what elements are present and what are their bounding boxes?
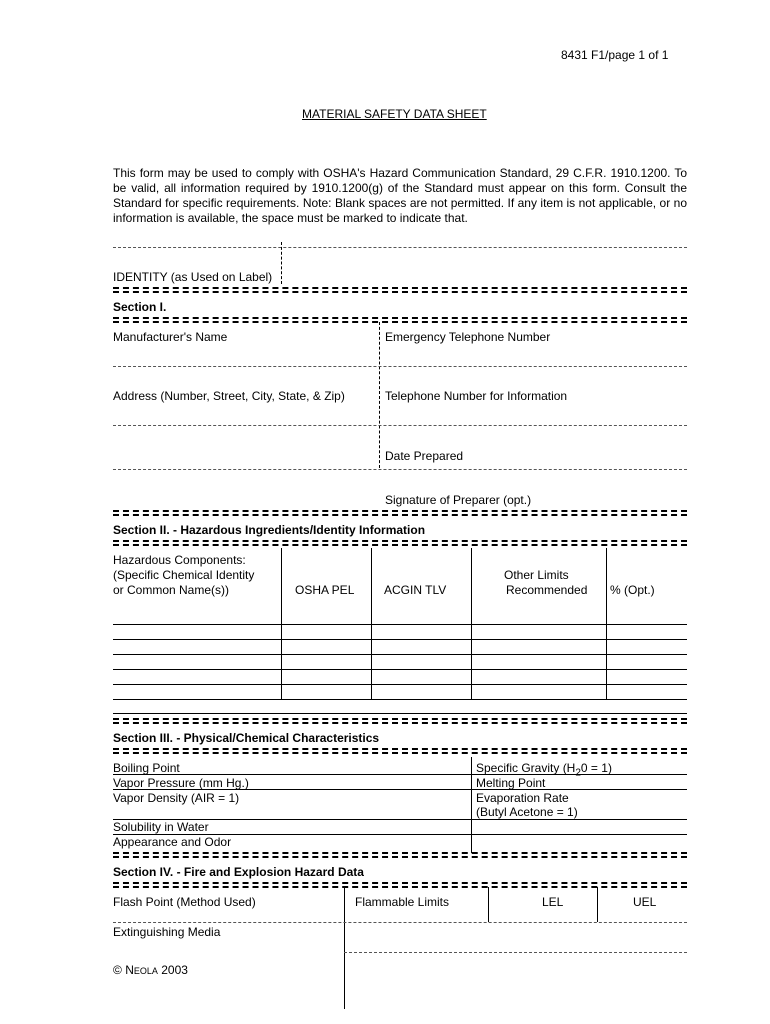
section4-column-divider [597,887,598,922]
table-row-line [113,639,687,640]
double-divider [113,852,687,858]
intro-paragraph: This form may be used to comply with OSHA's Hazard Communication Standard, 29 C.F.R. 1910.1200. To be valid, all information required by 1910.1200(g) of the Standard must appear on this form. Consult the Standard for specific requirements. Note: Blank spaces are not permitted. If any item is not applicable, or no information is available, the space must be marked to indicate that. [113,166,687,225]
percent-opt-header: % (Opt.) [610,583,655,597]
vapor-density-label: Vapor Density (AIR = 1) [113,791,240,805]
dashed-divider [113,469,687,470]
section2-heading: Section II. - Hazardous Ingredients/Identity Information [113,523,426,537]
appearance-odor-label: Appearance and Odor [113,835,232,849]
table-row-line [113,654,687,655]
extinguishing-media-label: Extinguishing Media [113,925,221,939]
hazardous-components-line1: Hazardous Components: [113,553,246,567]
table-row-line [113,669,687,670]
vapor-pressure-label: Vapor Pressure (mm Hg.) [113,776,249,790]
identity-divider [281,242,282,284]
double-divider [113,540,687,546]
other-limits-line1: Other Limits [504,568,569,582]
section3-heading: Section III. - Physical/Chemical Characteristics [113,731,380,745]
section4-heading: Section IV. - Fire and Explosion Hazard Data [113,865,364,879]
double-divider [113,287,687,293]
double-divider [113,510,687,516]
section3-column-divider [471,757,472,853]
signature-label: Signature of Preparer (opt.) [385,493,532,507]
section4-column-divider [344,887,345,1009]
dashed-divider [113,922,687,923]
table-row-line [113,789,687,790]
hazardous-components-line2: (Specific Chemical Identity [113,568,255,582]
butyl-acetone-label: (Butyl Acetone = 1) [476,805,578,819]
dashed-divider [113,425,687,426]
double-divider [113,882,687,888]
double-divider [113,718,687,724]
osha-pel-header: OSHA PEL [295,583,355,597]
solubility-label: Solubility in Water [113,820,209,834]
specific-gravity-label: Specific Gravity $(H_20 = 1)$ [476,761,612,779]
dashed-divider [344,952,687,953]
melting-point-label: Melting Point [476,776,546,790]
address-label: Address (Number, Street, City, State, & Zip) [113,389,345,403]
flash-point-label: Flash Point (Method Used) [113,895,256,909]
table-row-line [113,713,687,714]
section1-column-divider [379,322,380,468]
emergency-phone-label: Emergency Telephone Number [385,330,551,344]
evaporation-rate-label: Evaporation Rate [476,791,569,805]
document-title: MATERIAL SAFETY DATA SHEET [302,107,487,121]
section1-heading: Section I. [113,300,167,314]
uel-label: UEL [633,895,657,909]
dashed-divider [113,366,687,367]
section4-column-divider [488,887,489,922]
lel-label: LEL [542,895,564,909]
identity-label: IDENTITY (as Used on Label) [113,270,273,284]
date-prepared-label: Date Prepared [385,449,464,463]
boiling-point-label: Boiling Point [113,761,180,775]
info-phone-label: Telephone Number for Information [385,389,568,403]
hazardous-components-line3: or Common Name(s)) [113,583,230,597]
manufacturer-name-label: Manufacturer's Name [113,330,228,344]
table-row-line [113,774,687,775]
table-row-line [113,684,687,685]
page-reference: 8431 F1/page 1 of 1 [561,48,669,62]
double-divider [113,748,687,754]
acgin-tlv-header: ACGIN TLV [384,583,447,597]
table-row-line [113,699,687,700]
copyright-notice: © NEOLA 2003 [113,963,188,977]
table-row-line [113,624,687,625]
other-limits-line2: Recommended [506,583,588,597]
dashed-divider [113,247,687,248]
flammable-limits-label: Flammable Limits [355,895,450,909]
double-divider [113,317,687,323]
